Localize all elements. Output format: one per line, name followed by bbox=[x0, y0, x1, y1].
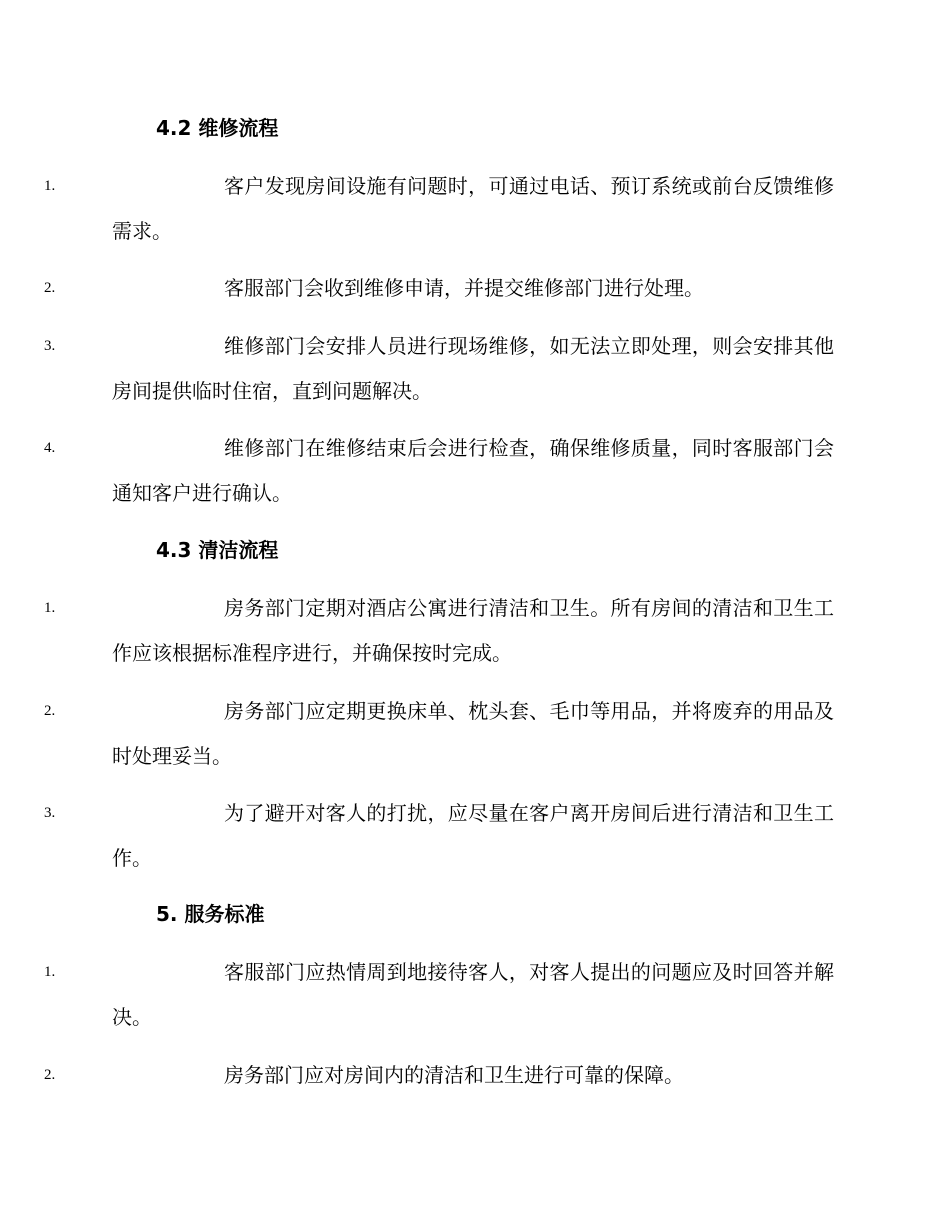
list-item bbox=[44, 689, 834, 779]
list-item-text: 客服部门应热情周到地接待客人，对客人提出的问题应及时回答并解决。 bbox=[112, 960, 834, 1029]
section-heading-5: 5. 服务标准 bbox=[156, 902, 265, 926]
list-item bbox=[44, 266, 834, 311]
list-item-text: 房务部门定期对酒店公寓进行清洁和卫生。所有房间的清洁和卫生工作应该根据标准程序进行，并确保按时完成。 bbox=[112, 596, 834, 665]
list-item bbox=[44, 586, 834, 676]
list-item-text: 房务部门应对房间内的清洁和卫生进行可靠的保障。 bbox=[224, 1063, 684, 1087]
list-item bbox=[44, 1053, 834, 1098]
list-item-number: 3. bbox=[44, 805, 56, 821]
list-item-text: 维修部门在维修结束后会进行检查，确保维修质量，同时客服部门会通知客户进行确认。 bbox=[112, 436, 834, 505]
list-item-text: 房务部门应定期更换床单、枕头套、毛巾等用品，并将废弃的用品及时处理妥当。 bbox=[112, 699, 834, 768]
list-item-number: 1. bbox=[44, 964, 56, 980]
list-item-number: 1. bbox=[44, 600, 56, 616]
list-item-text: 为了避开对客人的打扰，应尽量在客户离开房间后进行清洁和卫生工作。 bbox=[112, 801, 834, 870]
list-item bbox=[44, 324, 834, 414]
list-item-number: 2. bbox=[44, 1067, 56, 1083]
list-item-number: 2. bbox=[44, 703, 56, 719]
list-item bbox=[44, 164, 834, 254]
list-item-number: 4. bbox=[44, 440, 56, 456]
list-item bbox=[44, 950, 834, 1040]
list-item bbox=[44, 426, 834, 516]
list-item-text: 客户发现房间设施有问题时，可通过电话、预订系统或前台反馈维修需求。 bbox=[112, 174, 834, 243]
list-item-text: 客服部门会收到维修申请，并提交维修部门进行处理。 bbox=[224, 276, 704, 300]
list-item bbox=[44, 791, 834, 881]
section-heading-4-2: 4.2 维修流程 bbox=[156, 116, 279, 140]
list-item-number: 1. bbox=[44, 178, 56, 194]
section-heading-4-3: 4.3 清洁流程 bbox=[156, 538, 279, 562]
list-item-number: 2. bbox=[44, 280, 56, 296]
list-item-text: 维修部门会安排人员进行现场维修，如无法立即处理，则会安排其他房间提供临时住宿，直到问题解决。 bbox=[112, 334, 834, 403]
list-item-number: 3. bbox=[44, 338, 56, 354]
